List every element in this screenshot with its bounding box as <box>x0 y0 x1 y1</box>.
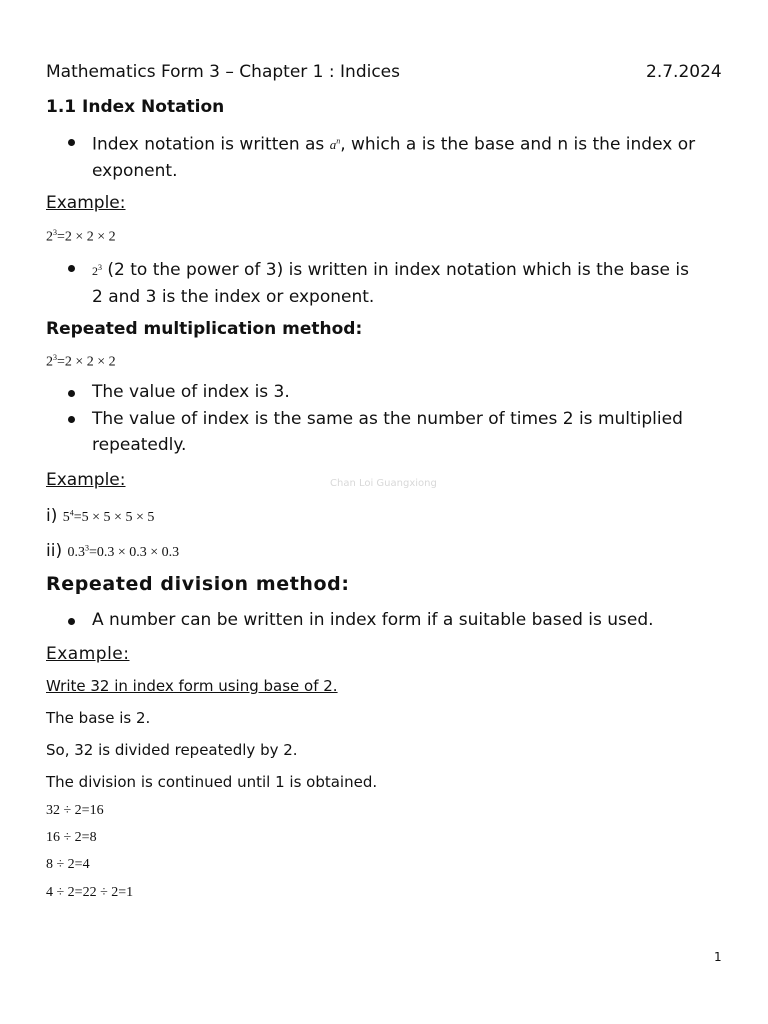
watermark: Chan Loi Guangxiong <box>330 478 437 489</box>
example-ii: ii) $0.3^3=0.3 \times 0.3 \times 0.3$ <box>46 541 180 561</box>
text-base-is-2: The base is 2. <box>46 709 151 727</box>
section-heading-index-notation: 1.1 Index Notation <box>46 97 225 117</box>
equation-2-cubed-repeated: $2^3=2 \times 2 \times 2$ <box>46 353 116 370</box>
bullet-index-form-suitable-base: A number can be written in index form if a suitable based is used. <box>92 610 654 630</box>
task-write-32: Write 32 in index form using base of 2. <box>46 677 338 695</box>
equation-2-cubed: $2^3=2 \times 2 \times 2$ <box>46 228 116 245</box>
calc-step: 8 ÷ 2=4 <box>46 857 90 872</box>
document-date: 2.7.2024 <box>646 62 722 82</box>
bullet-index-equals-times: The value of index is the same as the number of times 2 is multiplied repeatedly. <box>92 409 683 455</box>
bullet-index-notation-definition: Index notation is written as $a^n$, which a is the base and n is the index or exponent. <box>92 134 696 182</box>
calc-step: 32 ÷ 2=16 <box>46 803 104 818</box>
section-heading-repeated-division: Repeated division method: <box>46 573 350 595</box>
bullet-icon <box>68 265 75 272</box>
bullet-value-of-index: The value of index is 3. <box>92 382 290 402</box>
bullet-icon <box>68 618 75 625</box>
bullet-icon <box>68 416 75 423</box>
example-label: Example: <box>46 644 130 664</box>
bullet-power-explanation: $2^3$ (2 to the power of 3) is written in index notation which is the base is 2 and 3 is the index or exponent. <box>92 260 689 307</box>
example-i: i) $5^4=5 \times 5 \times 5 \times 5$ <box>46 506 155 526</box>
text-divided-repeatedly: So, 32 is divided repeatedly by 2. <box>46 741 298 759</box>
page-number: 1 <box>714 950 722 964</box>
calc-step: 16 ÷ 2=8 <box>46 830 97 845</box>
bullet-icon <box>68 390 75 397</box>
example-label: Example: <box>46 193 126 213</box>
document-title: Mathematics Form 3 – Chapter 1 : Indices <box>46 62 400 82</box>
bullet-icon <box>68 139 75 146</box>
example-label: Example: <box>46 470 126 490</box>
calc-step: 4 ÷ 2=22 ÷ 2=1 <box>46 885 134 900</box>
text-division-continued: The division is continued until 1 is obtained. <box>46 773 378 791</box>
section-heading-repeated-multiplication: Repeated multiplication method: <box>46 319 363 339</box>
